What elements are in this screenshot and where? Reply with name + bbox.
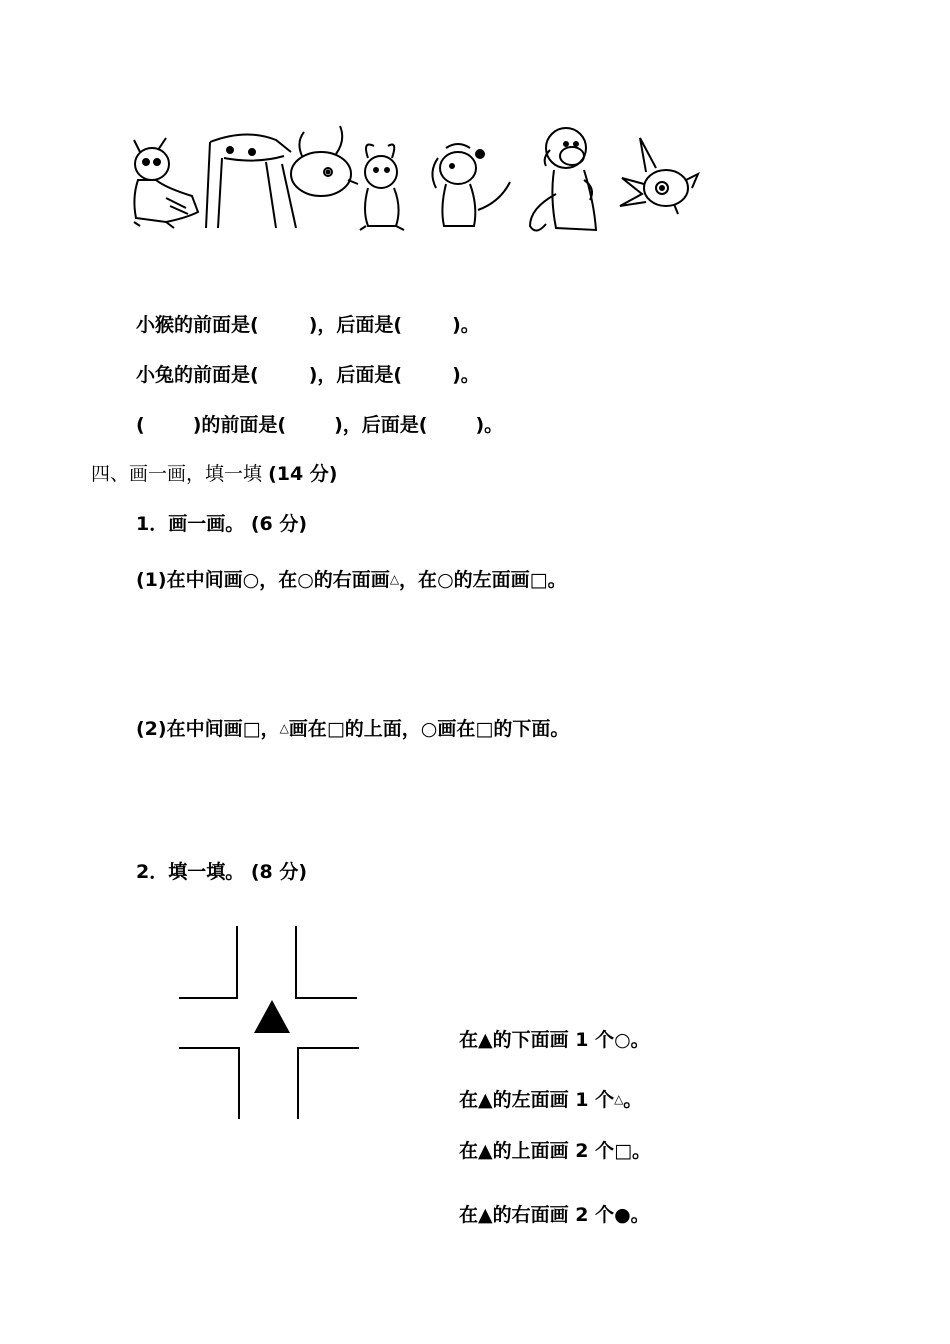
- fill-text: 。: [632, 1140, 652, 1162]
- fill-text: 。: [623, 1089, 643, 1111]
- item1-text: 的左面画: [453, 569, 530, 591]
- crossroad-diagram: [172, 920, 367, 1125]
- item1-text: 。: [547, 569, 567, 591]
- item1-text: ，在: [399, 569, 438, 591]
- dog-figure: [432, 144, 510, 226]
- sub2-heading: [136, 860, 307, 884]
- circle-icon: ○: [437, 569, 454, 591]
- bird-figure: [620, 138, 698, 214]
- item2-text: 的上面，: [344, 718, 421, 740]
- monkey-figure: [530, 128, 596, 231]
- q3-line-1: [136, 313, 480, 337]
- fill-line-1: [459, 1028, 650, 1052]
- triangle-icon: △: [389, 572, 400, 586]
- filled-triangle-icon: [254, 1000, 290, 1033]
- q3-line1-suffix: )。: [452, 314, 480, 336]
- road-edge-top-right: [296, 926, 357, 998]
- q3-line2-prefix: 小兔的前面是(: [136, 364, 259, 386]
- circle-icon: ○: [420, 718, 438, 740]
- sub2-score: (8 分): [250, 861, 308, 883]
- circle-icon: ○: [614, 1029, 631, 1051]
- fill-text: 。: [630, 1029, 650, 1051]
- q3-line3-suffix: )。: [475, 414, 504, 436]
- q3-line3-open: (: [136, 414, 145, 436]
- triangle-icon: △: [614, 1092, 624, 1106]
- triangle-icon: △: [279, 721, 289, 735]
- q3-line3-part2: )，后面是(: [334, 414, 428, 436]
- sub1-title: 1．画一画。: [136, 513, 245, 535]
- square-icon: □: [475, 718, 494, 740]
- fill-text: 在▲的右面画 2 个: [459, 1204, 615, 1226]
- item1-text: 的右面画: [313, 569, 390, 591]
- q3-line1-prefix: 小猴的前面是(: [136, 314, 259, 336]
- fill-text: 。: [630, 1204, 650, 1226]
- animals-illustration: [126, 118, 706, 240]
- sub1-score: (6 分): [250, 513, 308, 535]
- fill-text: 在▲的下面画 1 个: [459, 1029, 615, 1051]
- item2-text: 画在: [288, 718, 327, 740]
- circle-icon: ○: [297, 569, 314, 591]
- item2-label: (2)在中间画: [136, 718, 243, 740]
- fill-line-3: [459, 1139, 651, 1163]
- q3-line1-middle: )，后面是(: [308, 314, 403, 336]
- section4-title: 四、画一画，填一填: [91, 463, 263, 485]
- item1-label: (1)在中间画: [136, 569, 243, 591]
- item1-text: ，在: [259, 569, 298, 591]
- square-icon: □: [326, 718, 345, 740]
- q3-line-3: [136, 413, 503, 437]
- rabbit-figure: [360, 145, 404, 231]
- q3-line2-middle: )，后面是(: [308, 364, 403, 386]
- q3-line3-part1: )的前面是(: [192, 414, 287, 436]
- item2-text: ，: [260, 718, 280, 740]
- ladybug-figure: [134, 138, 198, 228]
- sub1-heading: [136, 512, 307, 536]
- square-icon: □: [614, 1140, 633, 1162]
- sub2-title: 2．填一填。: [136, 861, 245, 883]
- road-edge-bottom-left: [179, 1048, 239, 1119]
- item2-instruction: [136, 716, 569, 741]
- fill-text: 在▲的左面画 1 个: [459, 1089, 615, 1111]
- circle-icon: ○: [242, 569, 260, 591]
- fill-line-4: [459, 1203, 650, 1227]
- item2-text: 的下面。: [493, 718, 570, 740]
- item2-text: 画在: [437, 718, 476, 740]
- q3-line2-suffix: )。: [452, 364, 480, 386]
- road-edge-top-left: [179, 926, 237, 998]
- item1-instruction: [136, 567, 567, 592]
- filled-circle-icon: ●: [614, 1204, 631, 1226]
- section4-score: (14 分): [268, 463, 338, 485]
- deer-figure: [206, 126, 358, 228]
- fill-line-2: [459, 1087, 642, 1112]
- q3-line-2: [136, 363, 480, 387]
- road-edge-bottom-right: [298, 1048, 359, 1119]
- section4-heading: [91, 462, 338, 486]
- fill-text: 在▲的上面画 2 个: [459, 1140, 615, 1162]
- square-icon: □: [242, 718, 261, 740]
- square-icon: □: [529, 569, 548, 591]
